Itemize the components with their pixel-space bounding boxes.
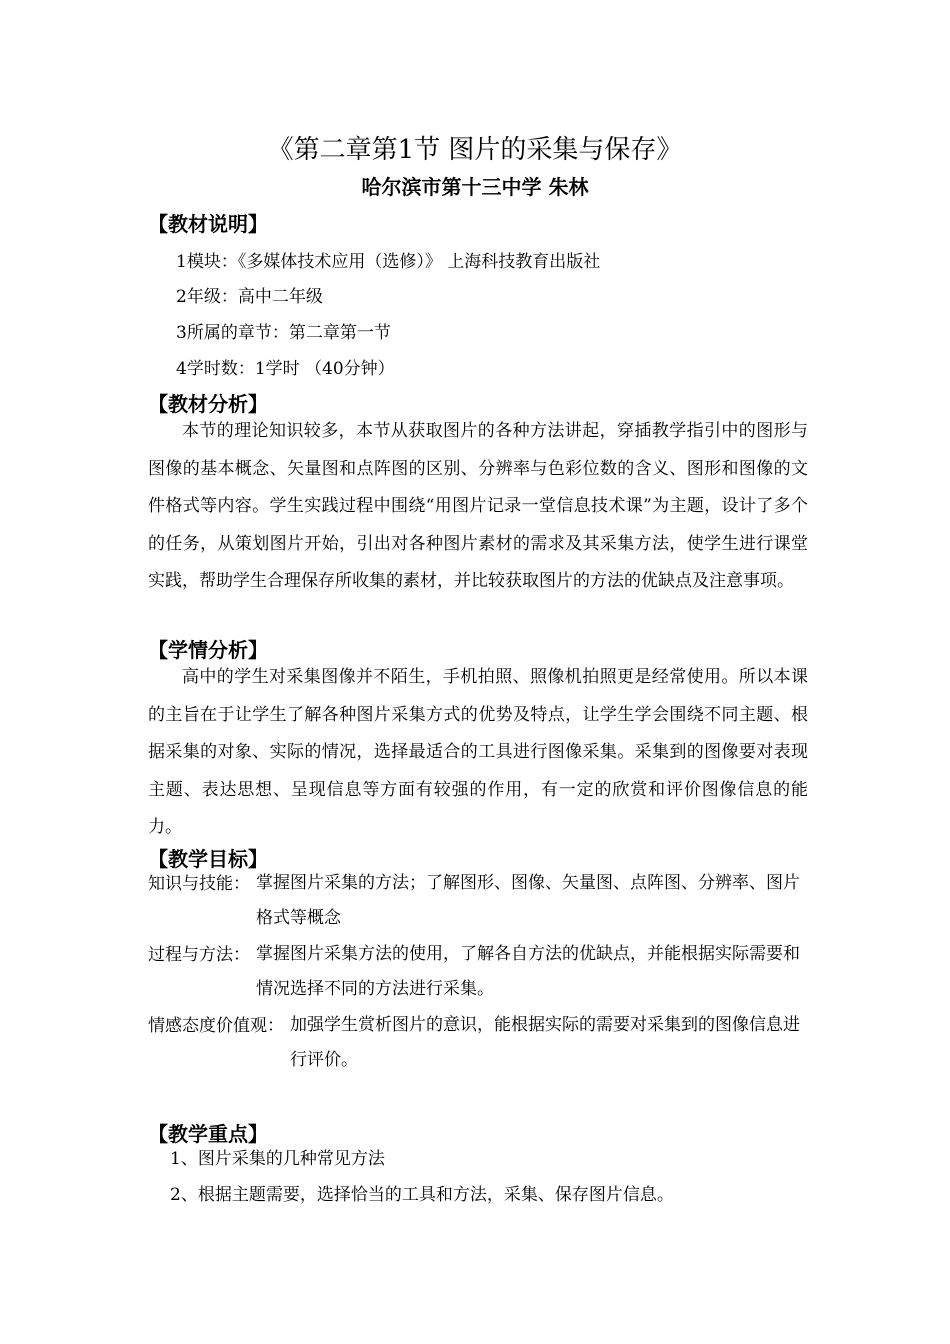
heading-materials: 【教材说明】 bbox=[148, 212, 268, 236]
heading-analysis: 【教材分析】 bbox=[148, 392, 268, 416]
goal-label-attitude: 情感态度价值观： bbox=[148, 1016, 284, 1036]
students-paragraph: 高中的学生对采集图像并不陌生，手机拍照、照像机拍照更是经常使用。所以本课的主旨在于让学生了解各种图片采集方式的优势及特点，让学生学会围绕不同主题、根据采集的对象、实际的情况，选择最适合的工具进行图像采集。采集到的图像要对表现主题、表达思想、呈现信息等方面有较强的作用，有一定的欣赏和评价图像信息的能力。 bbox=[148, 667, 808, 837]
materials-item-grade: 2年级：高中二年级 bbox=[176, 287, 323, 307]
heading-keypoints: 【教学重点】 bbox=[148, 1122, 268, 1146]
heading-goals: 【教学目标】 bbox=[148, 847, 268, 871]
keypoint-item-2: 2、根据主题需要，选择恰当的工具和方法，采集、保存图片信息。 bbox=[170, 1185, 674, 1205]
goal-label-process: 过程与方法： bbox=[148, 945, 250, 965]
author-line: 哈尔滨市第十三中学 朱林 bbox=[361, 175, 589, 199]
document-title: 《第二章第1节 图片的采集与保存》 bbox=[267, 135, 683, 165]
goal-text-attitude: 加强学生赏析图片的意识，能根据实际的需要对采集到的图像信息进行评价。 bbox=[290, 1015, 800, 1070]
goal-text-knowledge: 掌握图片采集的方法；了解图形、图像、矢量图、点阵图、分辨率、图片格式等概念 bbox=[256, 873, 800, 928]
goal-label-knowledge: 知识与技能： bbox=[148, 874, 250, 894]
materials-item-chapter: 3所属的章节：第二章第一节 bbox=[176, 323, 391, 343]
goal-text-process: 掌握图片采集方法的使用，了解各自方法的优缺点，并能根据实际需要和情况选择不同的方法进行采集。 bbox=[256, 944, 800, 999]
heading-students: 【学情分析】 bbox=[148, 638, 268, 662]
materials-item-hours: 4学时数：1学时 （40分钟） bbox=[176, 359, 395, 379]
materials-item-module: 1模块：《多媒体技术应用（选修）》 上海科技教育出版社 bbox=[176, 252, 601, 272]
keypoint-item-1: 1、图片采集的几种常见方法 bbox=[170, 1149, 385, 1169]
analysis-paragraph: 本节的理论知识较多，本节从获取图片的各种方法讲起，穿插教学指引中的图形与图像的基本概念、矢量图和点阵图的区别、分辨率与色彩位数的含义、图形和图像的文件格式等内容。学生实践过程中围绕“用图片记录一堂信息技术课”为主题，设计了多个的任务，从策划图片开始，引出对各种图片素材的需求及其采集方法，使学生进行课堂实践，帮助学生合理保存所收集的素材，并比较获取图片的方法的优缺点及注意事项。 bbox=[148, 421, 808, 591]
